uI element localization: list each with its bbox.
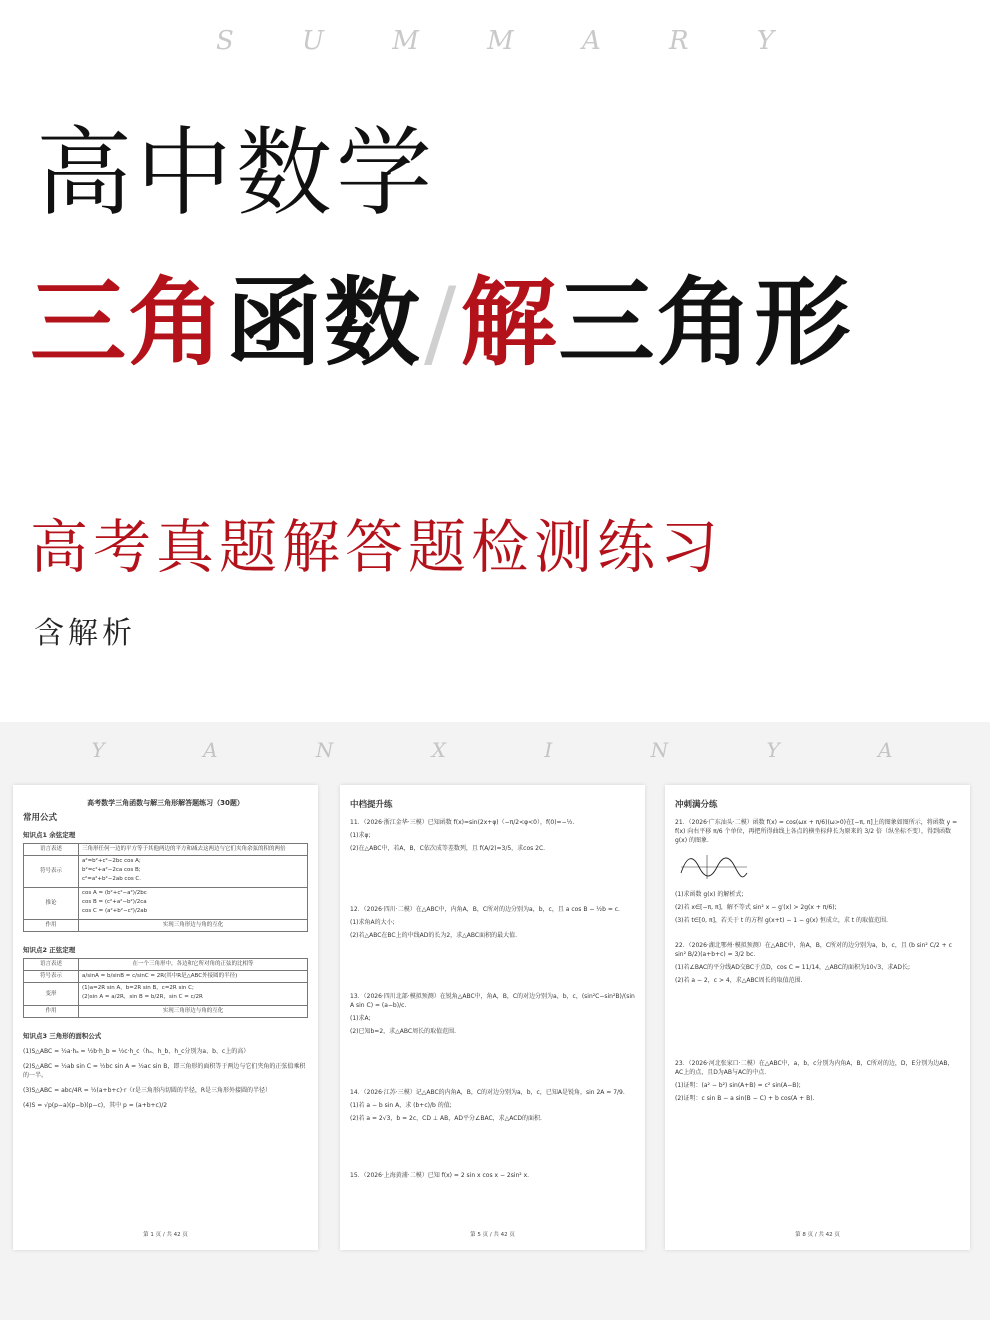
table-row — [24, 959, 308, 971]
analysis-note: 含解析 — [34, 616, 136, 651]
question-text: 12．（2026·四川·二模）在△ABC中，内角A，B，C所对的边分别为a，b，c，且 a cos B − ½b = c. — [350, 906, 620, 913]
sine-law-table — [23, 958, 308, 1018]
question-part: (1)若∠BAC的平分线AD交BC于点D，cos C = 11/14，△ABC的面积为10√3，求AD长; — [675, 964, 910, 971]
page-title: 高考数学三角函数与解三角形解答题练习（30题） — [87, 799, 244, 807]
question-part: (2)在△ABC中，若A，B，C依次成等差数列，且 f(A/2)=3/5，求cos 2C. — [350, 845, 546, 852]
question-text: 13．（2026·四川北部·模拟预测）在锐角△ABC中，角A，B，C的对边分别为a，b，c，(sin²C−sin²B)/(sin A sin C) = (a−b)/c. — [350, 993, 635, 1009]
question-part: (2)证明：c sin B − a sin(B − C) + b cos(A + B). — [675, 1095, 815, 1102]
table-row — [24, 1006, 308, 1018]
area-formula: (4)S = √p(p−a)(p−b)(p−c)，其中 p = (a+b+c)/2 — [23, 1102, 168, 1109]
formula-line: cos B = (c²+a²−b²)/2ca — [82, 899, 147, 905]
formula-line: cos C = (a²+b²−c²)/2ab — [82, 908, 148, 914]
question-part: (2)若 x∈[−π, π]，解不等式 sin² x − g′(x) > 2g(x + π/6); — [675, 904, 837, 911]
question-text: 22．（2026·湖北鄂州·模拟预测）在△ABC中，角A，B，C所对的边分别为a，b，c，且 (b sin² C/2 + c sin² B/2)(a+b+c) = 3/2 bc. — [675, 942, 952, 958]
question-text: 11．（2026·浙江金华·三模）已知函数 f(x)=sin(2x+φ)（−π/2<φ<0），f(0)=−½. — [350, 819, 575, 826]
formula-line: (1)a=2R sin A，b=2R sin B，c=2R sin C; — [82, 985, 194, 991]
knowledge-point-heading: 知识点3 三角形的面积公式 — [23, 1032, 102, 1040]
cosine-law-table — [23, 843, 308, 932]
table-label: 变形 — [24, 983, 79, 1006]
table-label: 作用 — [24, 920, 79, 932]
formula-line: cos A = (b²+c²−a²)/2bc — [82, 890, 147, 896]
table-label: 语言表述 — [24, 959, 79, 971]
table-label: 作用 — [24, 1006, 79, 1018]
page-footer: 第 8 页 / 共 42 页 — [795, 1232, 840, 1238]
table-cell: 三角形任何一边的平方等于其他两边的平方和减去这两边与它们夹角余弦的积的两倍 — [79, 844, 308, 856]
table-row — [24, 983, 308, 1006]
table-row — [24, 856, 308, 888]
yanxinya-watermark: Y A N X I N Y A — [91, 738, 939, 762]
formula-line: b²=c²+a²−2ca cos B; — [82, 867, 141, 873]
knowledge-point-heading: 知识点1 余弦定理 — [23, 831, 76, 839]
area-formula: (1)S△ABC = ½a·hₐ = ½b·h_b = ½c·h_c（hₐ、h_b、h_c分别为a、b、c上的高） — [23, 1048, 250, 1055]
question-part: (1)证明：(a² − b²) sin(A+B) = c² sin(A−B); — [675, 1082, 801, 1089]
sub-title-part-1: 三角 — [30, 266, 226, 379]
area-formula: (2)S△ABC = ½ab sin C = ½bc sin A = ½ac sin B，即三角形的面积等于两边与它们夹角的正弦值乘积的一半。 — [23, 1063, 306, 1079]
knowledge-point-heading: 知识点2 正弦定理 — [23, 946, 76, 954]
question-text: 21．（2026·广东汕头·二模）函数 f(x) = cos(ωx + π/6)(ω>0)在[−π, π]上的图象如图所示，将函数 y = f(x) 向右平移 π/6 个单位，再把所得曲线上各点的横坐标伸长为原来的 3/2 倍（纵坐标不变），得到函数 g(x) 的图象. — [675, 819, 958, 844]
main-title: 高中数学 — [36, 117, 436, 229]
question-part: (1)若 a − b sin A，求 (b+c)/b 的值; — [350, 1102, 452, 1109]
summary-watermark: S U M M A R Y — [215, 26, 805, 56]
exam-subtitle: 高考真题解答题检测练习 — [30, 513, 724, 581]
section-heading: 常用公式 — [23, 813, 58, 823]
question-part: (1)求A; — [350, 1015, 371, 1022]
question-part: (2)已知b=2，求△ABC周长的取值范围. — [350, 1028, 456, 1035]
table-row — [24, 920, 308, 932]
sub-title-slash: / — [424, 267, 459, 379]
table-row — [24, 844, 308, 856]
question-part: (2)若△ABC在BC上的中线AD的长为2，求△ABC面积的最大值. — [350, 932, 517, 939]
sub-title-part-4: 三角形 — [558, 266, 853, 379]
question-part: (1)求函数 g(x) 的解析式; — [675, 891, 744, 898]
sub-title-part-2: 函数 — [226, 266, 422, 379]
page-footer: 第 5 页 / 共 42 页 — [470, 1232, 515, 1238]
sub-title-part-3: 解 — [460, 266, 559, 379]
question-text: 15．（2026·上海黄浦·二模）已知 f(x) = 2 sin x cos x − 2sin² x. — [350, 1172, 530, 1179]
formula-line: (2)sin A = a/2R，sin B = b/2R，sin C = c/2R — [82, 994, 203, 1000]
table-cell: 在一个三角形中，各边和它所对角的正弦的比相等 — [79, 959, 308, 971]
table-cell: 实现三角形边与角的互化 — [79, 1006, 308, 1018]
section-heading: 中档提升练 — [350, 800, 393, 810]
section-heading: 冲刺满分练 — [675, 800, 718, 810]
question-part: (1)求角A的大小; — [350, 919, 395, 926]
preview-page-1 — [13, 785, 318, 1250]
question-part: (2)若 a − 2，c > 4，求△ABC周长的取值范围. — [675, 977, 803, 984]
table-row — [24, 971, 308, 983]
cosine-graph — [679, 853, 749, 881]
question-part: (1)求φ; — [350, 832, 371, 839]
table-cell: a/sinA = b/sinB = c/sinC = 2R(其中R是△ABC外接圆的半径) — [79, 971, 308, 983]
table-label: 语言表述 — [24, 844, 79, 856]
question-text: 23．（2026·河北张家口·二模）在△ABC中，a，b，c分别为内角A，B，C所对的边，D，E分别为边AB，AC上的点，且D为AB与AC的中点. — [675, 1060, 954, 1076]
table-label: 符号表示 — [24, 856, 79, 888]
table-label: 推论 — [24, 888, 79, 920]
question-part: (2)若 a = 2√3，b = 2c，CD ⊥ AB，AD平分∠BAC，求△ACD的面积. — [350, 1115, 542, 1122]
table-label: 符号表示 — [24, 971, 79, 983]
table-row — [24, 888, 308, 920]
table-cell — [79, 888, 308, 920]
formula-line: a²=b²+c²−2bc cos A; — [82, 858, 141, 864]
sub-title — [30, 268, 852, 378]
question-part: (3)若 t∈[0, π]，若关于 t 的方程 g(x+t) − 1 − g(x) 恒成立，求 t 的取值范围. — [675, 917, 888, 924]
page-footer: 第 1 页 / 共 42 页 — [143, 1232, 188, 1238]
preview-page-2 — [340, 785, 645, 1250]
table-cell — [79, 983, 308, 1006]
table-cell: 实现三角形边与角的互化 — [79, 920, 308, 932]
preview-page-3 — [665, 785, 970, 1250]
formula-line: c²=a²+b²−2ab cos C. — [82, 876, 142, 882]
area-formula: (3)S△ABC = abc/4R = ½(a+b+c)·r（r是三角形内切圆的半径，R是三角形外接圆的半径） — [23, 1087, 272, 1094]
table-cell — [79, 856, 308, 888]
question-text: 14．（2026·江苏·三模）记△ABC的内角A，B，C的对边分别为a，b，c，已知A是锐角，sin 2A = 7/9. — [350, 1089, 625, 1096]
